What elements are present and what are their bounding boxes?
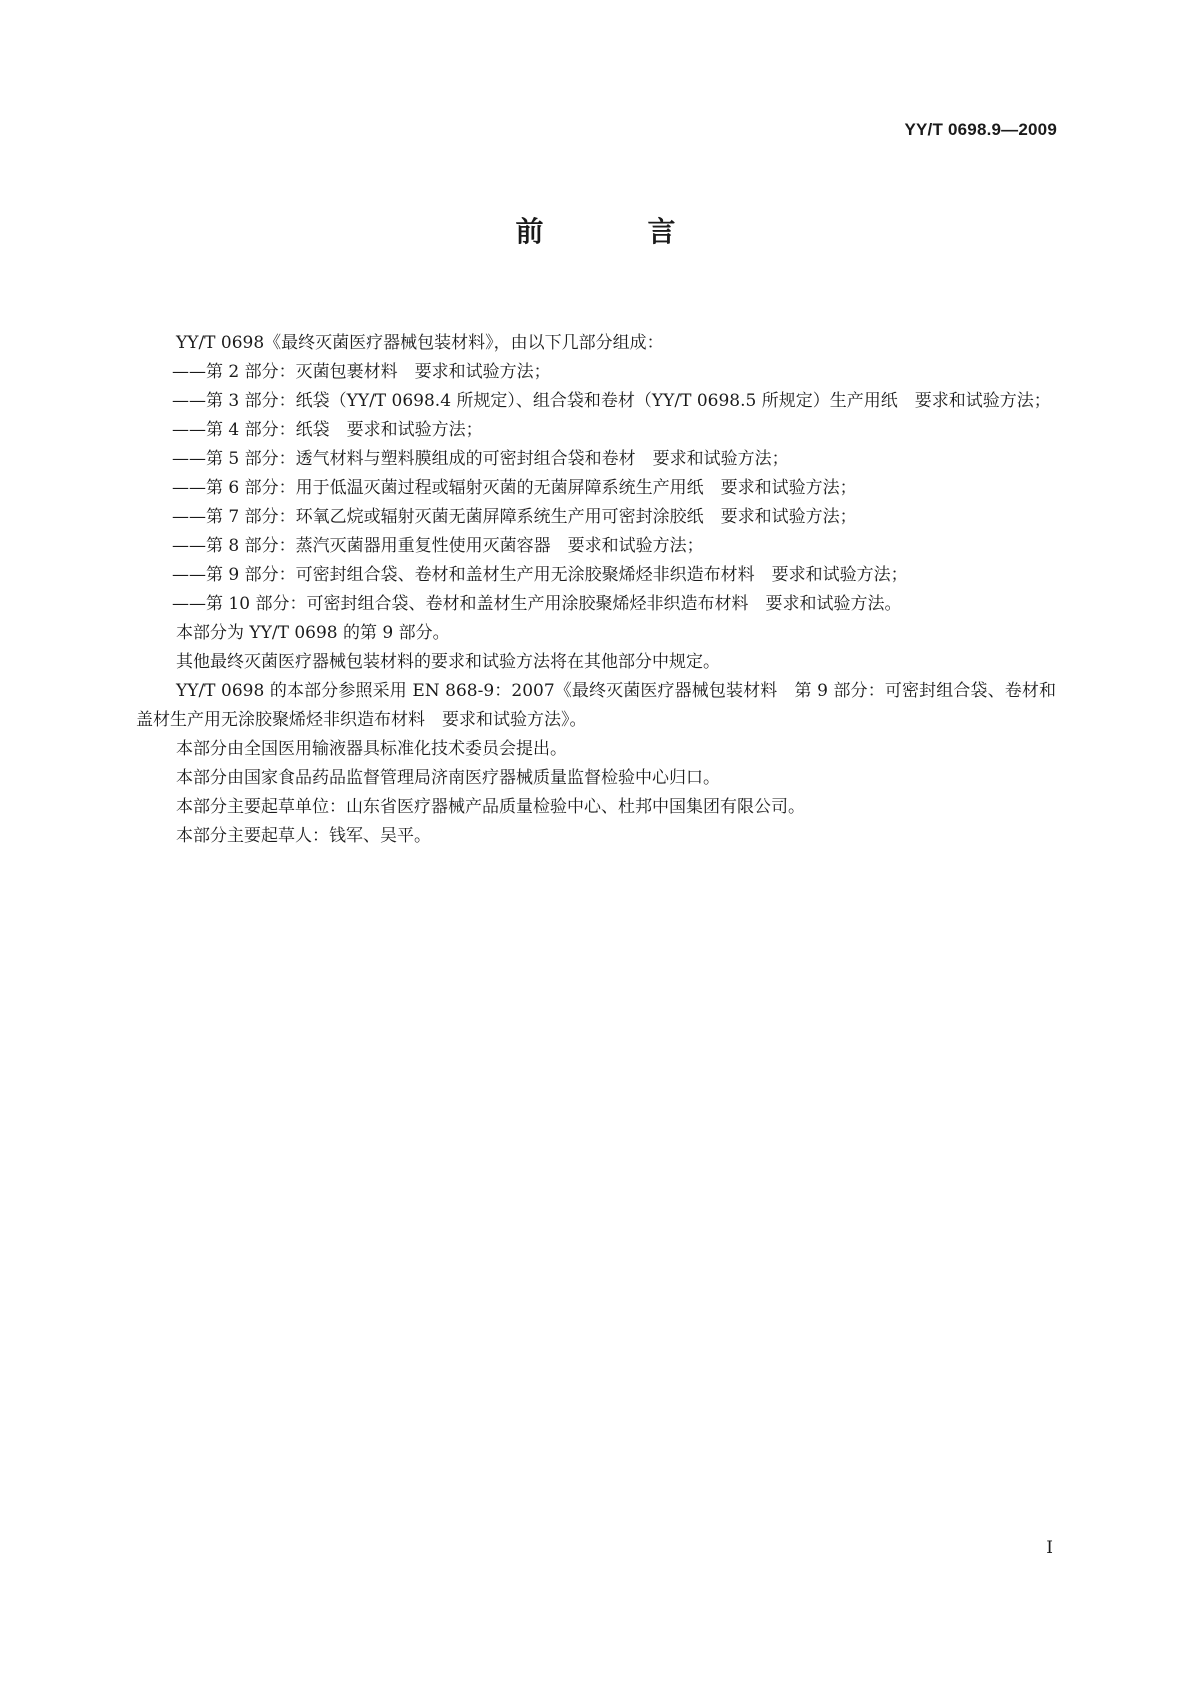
page-number: I xyxy=(1046,1538,1053,1558)
part-list-item: ——第 8 部分：蒸汽灭菌器用重复性使用灭菌容器 要求和试验方法； xyxy=(172,536,704,556)
body-paragraph: YY/T 0698 的本部分参照采用 EN 868-9：2007《最终灭菌医疗器械包装材料 第 9 部分：可密封组合袋、卷材和盖材生产用无涂胶聚烯烃非织造布材料 要求和试验方法》。 xyxy=(136,681,1056,730)
body-paragraph: 本部分由全国医用输液器具标准化技术委员会提出。 xyxy=(176,739,567,759)
part-list-item: ——第 10 部分：可密封组合袋、卷材和盖材生产用涂胶聚烯烃非织造布材料 要求和试验方法。 xyxy=(172,594,902,614)
page-title: 前 言 xyxy=(515,215,714,248)
part-list-item: ——第 5 部分：透气材料与塑料膜组成的可密封组合袋和卷材 要求和试验方法； xyxy=(172,449,789,469)
part-list-item: ——第 7 部分：环氧乙烷或辐射灭菌无菌屏障系统生产用可密封涂胶纸 要求和试验方法； xyxy=(172,507,857,527)
part-list-item: ——第 2 部分：灭菌包裹材料 要求和试验方法； xyxy=(172,362,551,382)
part-list-item: ——第 4 部分：纸袋 要求和试验方法； xyxy=(172,420,483,440)
body-paragraph: 本部分由国家食品药品监督管理局济南医疗器械质量监督检验中心归口。 xyxy=(176,768,720,788)
part-list-item: ——第 6 部分：用于低温灭菌过程或辐射灭菌的无菌屏障系统生产用纸 要求和试验方法； xyxy=(172,478,857,498)
part-list-item: ——第 3 部分：纸袋（YY/T 0698.4 所规定）、组合袋和卷材（YY/T 0698.5 所规定）生产用纸 要求和试验方法； xyxy=(172,391,1051,411)
body-paragraph: 本部分主要起草人：钱军、吴平。 xyxy=(176,826,431,846)
foreword-body xyxy=(136,329,1056,851)
body-paragraph: 本部分为 YY/T 0698 的第 9 部分。 xyxy=(176,623,450,643)
part-list-item: ——第 9 部分：可密封组合袋、卷材和盖材生产用无涂胶聚烯烃非织造布材料 要求和试验方法； xyxy=(172,565,908,585)
document-code: YY/T 0698.9—2009 xyxy=(904,120,1057,139)
intro-paragraph: YY/T 0698《最终灭菌医疗器械包装材料》，由以下几部分组成： xyxy=(176,333,664,353)
body-paragraph: 其他最终灭菌医疗器械包装材料的要求和试验方法将在其他部分中规定。 xyxy=(176,652,720,672)
body-paragraph: 本部分主要起草单位：山东省医疗器械产品质量检验中心、杜邦中国集团有限公司。 xyxy=(176,797,805,817)
